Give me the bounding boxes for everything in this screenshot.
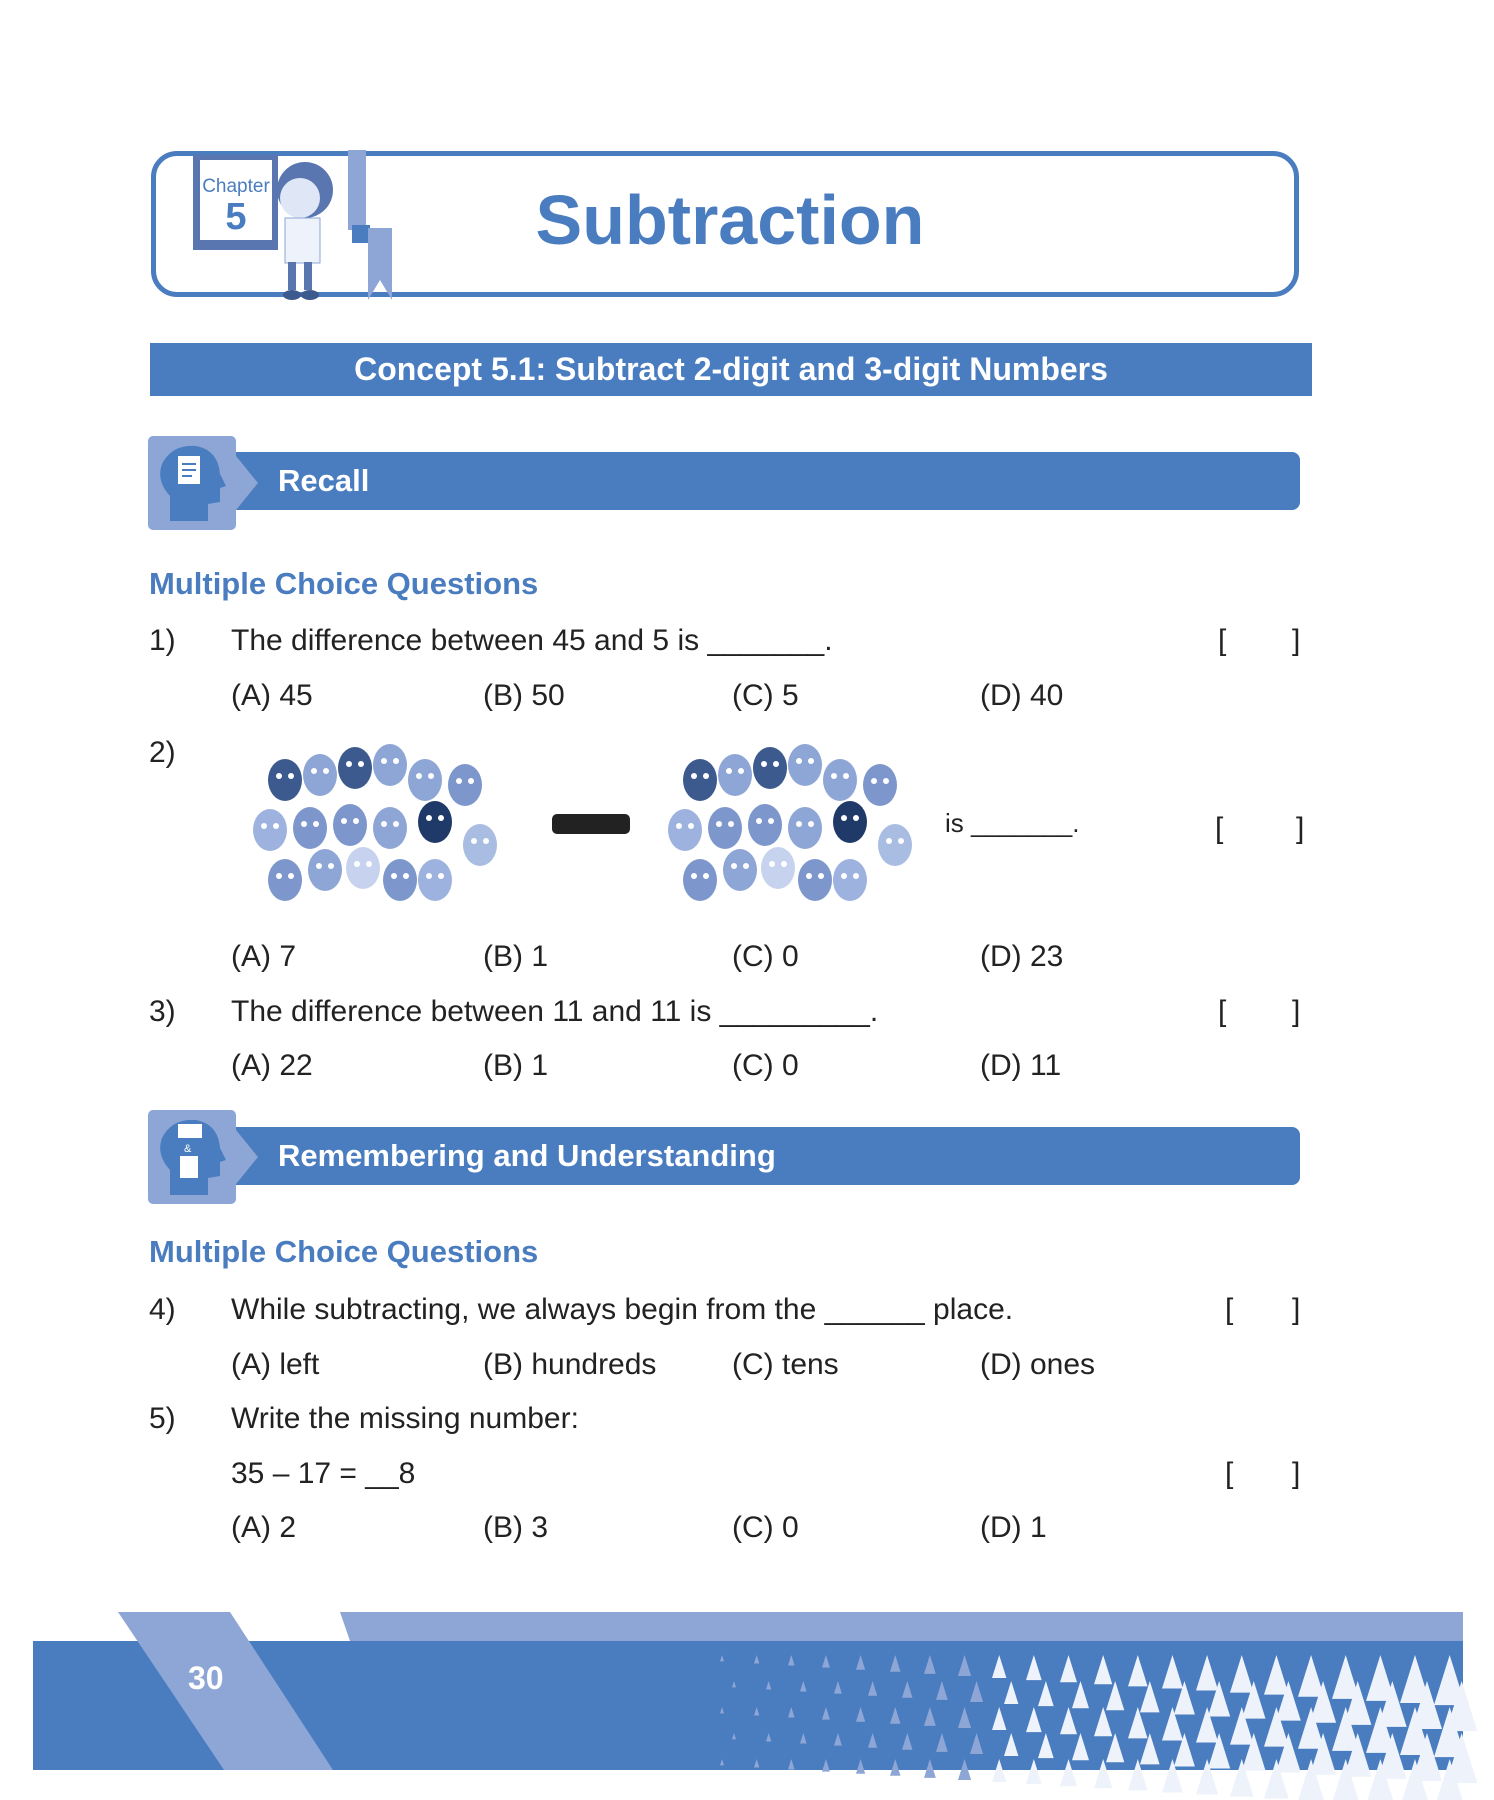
option-a[interactable]: (A) 7	[231, 940, 297, 973]
option-c[interactable]: (C) 5	[732, 679, 799, 712]
footer-triangle	[924, 1707, 936, 1726]
option-c[interactable]: (C) 0	[732, 1049, 799, 1082]
answer-bracket-close: ]	[1292, 624, 1301, 657]
footer-triangle	[1072, 1681, 1089, 1708]
footer-triangle	[1072, 1733, 1089, 1760]
footer-triangle	[800, 1681, 807, 1692]
option-d[interactable]: (D) 11	[980, 1049, 1062, 1082]
mcq-heading: Multiple Choice Questions	[149, 566, 539, 601]
footer-triangle	[992, 1707, 1006, 1730]
answer-bracket-close: ]	[1296, 812, 1305, 845]
question-number: 3)	[149, 995, 176, 1028]
footer-triangle	[822, 1759, 830, 1772]
footer-triangle	[766, 1733, 771, 1741]
answer-bracket-open: [	[1225, 1457, 1234, 1490]
footer-triangle	[1026, 1759, 1042, 1784]
option-d[interactable]: (D) 1	[980, 1511, 1047, 1544]
footer-triangle	[1026, 1655, 1042, 1680]
question-text: The difference between 45 and 5 is _______.	[231, 624, 833, 657]
answer-bracket-close: ]	[1292, 995, 1301, 1028]
footer-triangle	[856, 1707, 865, 1722]
footer-triangle	[822, 1655, 830, 1668]
footer-triangle	[992, 1759, 1006, 1782]
footer-triangle	[1106, 1733, 1124, 1762]
footer-triangle	[902, 1681, 913, 1698]
mcq-heading: Multiple Choice Questions	[149, 1234, 539, 1269]
footer-triangle	[1026, 1707, 1042, 1732]
footer-triangle	[958, 1759, 971, 1780]
footer-triangle	[834, 1733, 842, 1746]
option-b[interactable]: (B) 3	[483, 1511, 549, 1544]
svg-text:&: &	[184, 1143, 192, 1155]
footer-triangle	[856, 1759, 865, 1774]
footer-triangle	[1128, 1655, 1148, 1686]
footer-triangle	[766, 1681, 771, 1689]
footer-triangle	[902, 1733, 913, 1750]
footer-triangle	[800, 1733, 807, 1744]
equation: 35 – 17 = __8	[231, 1457, 416, 1490]
footer-triangle	[1106, 1681, 1124, 1710]
option-d[interactable]: (D) ones	[980, 1348, 1096, 1381]
footer-triangle	[1004, 1681, 1018, 1704]
footer-triangle	[992, 1655, 1006, 1678]
option-a[interactable]: (A) 22	[231, 1049, 313, 1082]
question-text: While subtracting, we always begin from the ______ place.	[231, 1293, 1014, 1326]
footer-triangle	[1196, 1655, 1218, 1691]
option-b[interactable]: (B) 50	[483, 679, 565, 712]
footer-triangle	[1038, 1681, 1054, 1706]
footer-triangle	[1060, 1707, 1077, 1734]
question-number: 4)	[149, 1293, 176, 1326]
footer-triangle	[720, 1707, 724, 1713]
section-bar-recall: Recall	[215, 452, 1300, 510]
footer-triangle	[958, 1707, 971, 1728]
footer-triangle	[868, 1681, 877, 1696]
answer-bracket-open: [	[1225, 1293, 1234, 1326]
answer-bracket-close: ]	[1292, 1457, 1301, 1490]
footer-triangle	[1060, 1759, 1077, 1786]
page-number: 30	[188, 1660, 224, 1696]
footer-triangle	[834, 1681, 842, 1694]
footer-triangle	[936, 1681, 948, 1700]
question-text: The difference between 11 and 11 is _________.	[231, 995, 879, 1028]
footer-triangle	[958, 1655, 971, 1676]
chapter-title: Subtraction	[535, 181, 925, 259]
question-number: 5)	[149, 1402, 176, 1435]
option-b[interactable]: (B) 1	[483, 940, 549, 973]
footer-triangle	[754, 1759, 759, 1767]
footer-triangle	[1094, 1759, 1112, 1788]
footer-triangle	[732, 1733, 736, 1739]
footer-triangle	[720, 1655, 724, 1661]
question-number: 2)	[149, 736, 176, 769]
option-c[interactable]: (C) 0	[732, 1511, 799, 1544]
footer-triangle	[754, 1707, 759, 1715]
footer-triangle	[1230, 1655, 1254, 1693]
footer-triangle	[732, 1681, 736, 1687]
footer-triangle	[1038, 1733, 1054, 1758]
footer-triangle	[720, 1759, 724, 1765]
option-d[interactable]: (D) 23	[980, 940, 1064, 973]
answer-bracket-open: [	[1215, 812, 1224, 845]
footer-triangle	[890, 1759, 901, 1776]
footer-triangle	[924, 1759, 936, 1778]
footer-triangle	[970, 1681, 983, 1702]
option-a[interactable]: (A) 45	[231, 679, 313, 712]
footer-triangle	[868, 1733, 877, 1748]
footer-triangle	[754, 1655, 759, 1663]
footer-triangle	[890, 1707, 901, 1724]
footer-triangle	[822, 1707, 830, 1720]
section-bar-remembering: Remembering and Understanding	[215, 1127, 1300, 1185]
footer-triangle	[970, 1733, 983, 1754]
footer-triangle	[1264, 1655, 1289, 1695]
chapter-label: Chapter	[202, 176, 270, 197]
footer-triangle	[856, 1655, 865, 1670]
footer-triangle	[924, 1655, 936, 1674]
footer-triangle	[1162, 1655, 1183, 1688]
chapter-number: 5	[225, 196, 247, 238]
option-d[interactable]: (D) 40	[980, 679, 1064, 712]
answer-bracket-close: ]	[1292, 1293, 1301, 1326]
question-text: Write the missing number:	[231, 1402, 579, 1435]
option-b[interactable]: (B) 1	[483, 1049, 549, 1082]
footer-triangle	[788, 1655, 795, 1666]
option-a[interactable]: (A) 2	[231, 1511, 297, 1544]
answer-bracket-open: [	[1218, 995, 1227, 1028]
footer-triangle	[890, 1655, 901, 1672]
question-text: is _______.	[945, 808, 1080, 838]
footer-triangle	[936, 1733, 948, 1752]
footer-triangle	[1094, 1655, 1112, 1684]
concept-banner: Concept 5.1: Subtract 2-digit and 3-digit Numbers	[150, 343, 1312, 396]
option-c[interactable]: (C) tens	[732, 1348, 839, 1381]
option-b[interactable]: (B) hundreds	[483, 1348, 657, 1381]
footer-triangle	[788, 1707, 795, 1718]
footer-triangle	[1060, 1655, 1077, 1682]
option-c[interactable]: (C) 0	[732, 940, 799, 973]
option-a[interactable]: (A) left	[231, 1348, 320, 1381]
footer-triangle	[1094, 1707, 1112, 1736]
footer-triangle	[1004, 1733, 1018, 1756]
question-number: 1)	[149, 624, 176, 657]
footer-triangle	[788, 1759, 795, 1770]
answer-bracket-open: [	[1218, 624, 1227, 657]
